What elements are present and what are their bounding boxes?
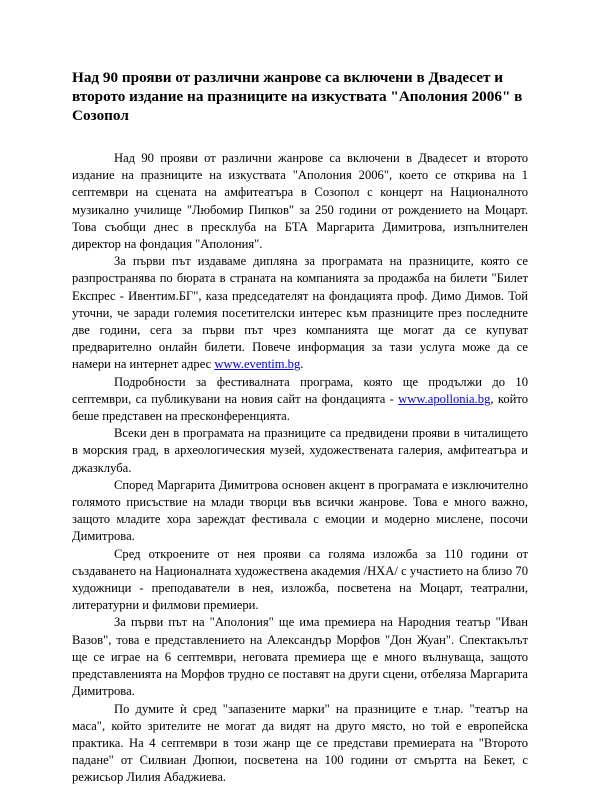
paragraph-5: Според Маргарита Димитрова основен акцент в програмата е изключително голямото присъствие на млади творци във всички жанрове. Това е много важно, защото младите хора зареждат фестивала с емоции и модерно мислене, посочи Димитрова. [72,477,528,544]
paragraph-2-text: За първи път издаваме дипляна за програмата на празниците, която се разпространява по бюрата в страната на компанията за продажба на билети "Билет Експрес - Ивентим.БГ", каза председателят на фондацията проф. Димо Димов. Той уточни, че заради големия посетителски интерес към празниците през последните две години, сега за първи път чрез компанията ще могат да се купуват предварително онлайн билети. Повече информация за тази услуга може да се намери на интернет адрес [72,254,528,372]
paragraph-3-text: Подробности за фестивалната програма, която ще продължи до 10 септември, са публикувани на новия сайт на фондацията - [72,374,528,406]
paragraph-2-end: . [300,357,304,372]
paragraph-6: Сред откроените от нея прояви са голяма изложба за 110 години от създаването на Националната художествена академия /НХА/ с участието на близо 70 художници - преподаватели в нея, изложба, посветена на Моцарт, театрални, литературни и филмови премиери. [72,546,528,613]
article-title: Над 90 прояви от различни жанрове са включени в Двадесет и второто издание на празниците на изкуствата "Аполония 2006" в Созопол [72,69,523,124]
paragraph-1: Над 90 прояви от различни жанрове са включени в Двадесет и второто издание на празниците на изкуствата "Аполония 2006", което се открива на 1 септември на сцената на амфитеатъра в Созопол с концерт на Националното музикално училище "Любомир Пипков" за 250 години от рождението на Моцарт. Това съобщи днес в пресклуба на БТА Маргарита Димитрова, изпълнителен директор на фондация "Аполония". [72,151,528,252]
paragraph-2 [72,253,528,373]
paragraph-4: Всеки ден в програмата на празниците са предвидени прояви в читалището в морския град, в археологическия музей, художествената галерия, амфитеатъра и джазклуба. [72,426,528,475]
apollonia-link[interactable]: www.apollonia.bg [398,391,491,406]
paragraph-8: По думите ѝ сред "запазените марки" на празниците е т.нар. "театър на маса", който зрителите не могат да видят на друго място, но той е европейска практика. На 4 септември в този жанр ще се представи премиерата на "Второто падане" от Силвиан Дюпюи, посветена на 100 години от смъртта на Бекет, с режисьор Лилия Абаджиева. [72,701,528,785]
eventim-link[interactable]: www.eventim.bg [214,357,301,372]
paragraph-7: За първи път на "Аполония" ще има премиера на Народния театър "Иван Вазов", това е представлението на Александър Морфов "Дон Жуан". Спектакълът ще се играе на 6 септември, неговата премиера ще е много вълнуваща, защото представленията на Морфов трудно се поставят на други сцени, отбеляза Маргарита Димитрова. [72,615,528,699]
article-body [72,150,528,787]
paragraph-3 [72,374,528,426]
paragraph-3-end: , който беше представен на пресконференцията. [72,391,529,424]
